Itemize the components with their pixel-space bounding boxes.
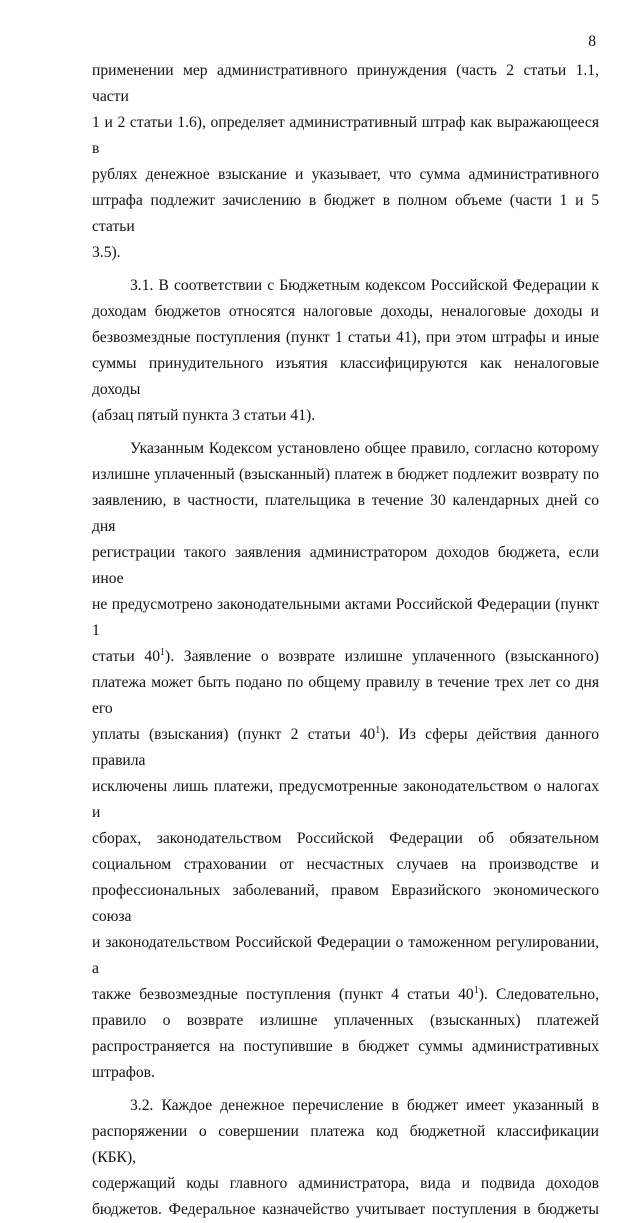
- text-fragment: ). Из сферы действия данного правила: [92, 726, 599, 769]
- text-line: [92, 982, 599, 1008]
- text-line: (абзац пятый пункта 3 статьи 41).: [92, 407, 316, 424]
- text-line: Указанным Кодексом установлено общее правило, согласно которому: [130, 440, 599, 457]
- text-line: платежа может быть подано по общему правилу в течение трех лет со дня его: [92, 674, 599, 717]
- paragraph-continuation: [92, 58, 599, 266]
- text-line: профессиональных заболеваний, правом Евразийского экономического союза: [92, 882, 599, 925]
- text-line: применении мер административного принуждения (часть 2 статьи 1.1, части: [92, 62, 599, 105]
- text-line: 3.2. Каждое денежное перечисление в бюджет имеет указанный в: [130, 1097, 599, 1114]
- text-line: безвозмездные поступления (пункт 1 статьи 41), при этом штрафы и иные: [92, 329, 599, 346]
- text-line: правило о возврате излишне уплаченных (взысканных) платежей: [92, 1012, 599, 1029]
- superscript: 1: [473, 984, 479, 996]
- paragraph-refund-rule: [92, 436, 599, 1086]
- text-fragment: уплаты (взыскания) (пункт 2 статьи 40: [92, 726, 376, 743]
- text-fragment: также безвозмездные поступления (пункт 4 статьи 40: [92, 986, 474, 1003]
- text-line: 3.5).: [92, 244, 121, 261]
- superscript: 1: [160, 646, 165, 658]
- text-line: штрафа подлежит зачислению в бюджет в полном объеме (части 1 и 5 статьи: [92, 192, 599, 235]
- text-line: рублях денежное взыскание и указывает, что сумма административного: [92, 166, 599, 183]
- text-line: заявлению, в частности, плательщика в течение 30 календарных дней со дня: [92, 492, 599, 535]
- text-line: бюджетов. Федеральное казначейство учитывает поступления в бюджеты: [92, 1201, 599, 1218]
- text-fragment: ). Следовательно,: [478, 986, 599, 1003]
- document-body: [92, 58, 599, 1223]
- text-line: 1 и 2 статьи 1.6), определяет административный штраф как выражающееся в: [92, 114, 599, 157]
- text-line: 3.1. В соответствии с Бюджетным кодексом Российской Федерации к: [130, 277, 599, 294]
- text-line: содержащий коды главного администратора, вида и подвида доходов: [92, 1175, 599, 1192]
- text-fragment: статьи 40: [92, 648, 160, 665]
- text-line: исключены лишь платежи, предусмотренные законодательством о налогах и: [92, 778, 599, 821]
- text-line: регистрации такого заявления администратором доходов бюджета, если иное: [92, 544, 599, 587]
- text-line: не предусмотрено законодательными актами Российской Федерации (пункт 1: [92, 596, 599, 639]
- text-line: излишне уплаченный (взысканный) платеж в бюджет подлежит возврату по: [92, 466, 599, 483]
- superscript: 1: [375, 724, 381, 736]
- text-fragment: ). Заявление о возврате излишне уплаченного (взысканного): [165, 648, 599, 665]
- page-number: 8: [588, 33, 596, 50]
- text-line: [92, 722, 599, 774]
- text-line: доходам бюджетов относятся налоговые доходы, неналоговые доходы и: [92, 303, 599, 320]
- text-line: сборах, законодательством Российской Федерации об обязательном: [92, 830, 599, 847]
- text-line: суммы принудительного изъятия классифицируются как неналоговые доходы: [92, 355, 599, 398]
- text-line: [92, 644, 599, 670]
- text-line: социальном страховании от несчастных случаев на производстве и: [92, 856, 599, 873]
- paragraph-3-1: [92, 273, 599, 429]
- text-line: распоряжении о совершении платежа код бюджетной классификации (КБК),: [92, 1123, 599, 1166]
- paragraph-3-2: [92, 1093, 599, 1223]
- text-line: штрафов.: [92, 1064, 155, 1081]
- text-line: распространяется на поступившие в бюджет суммы административных: [92, 1038, 599, 1055]
- text-line: и законодательством Российской Федерации о таможенном регулировании, а: [92, 934, 599, 977]
